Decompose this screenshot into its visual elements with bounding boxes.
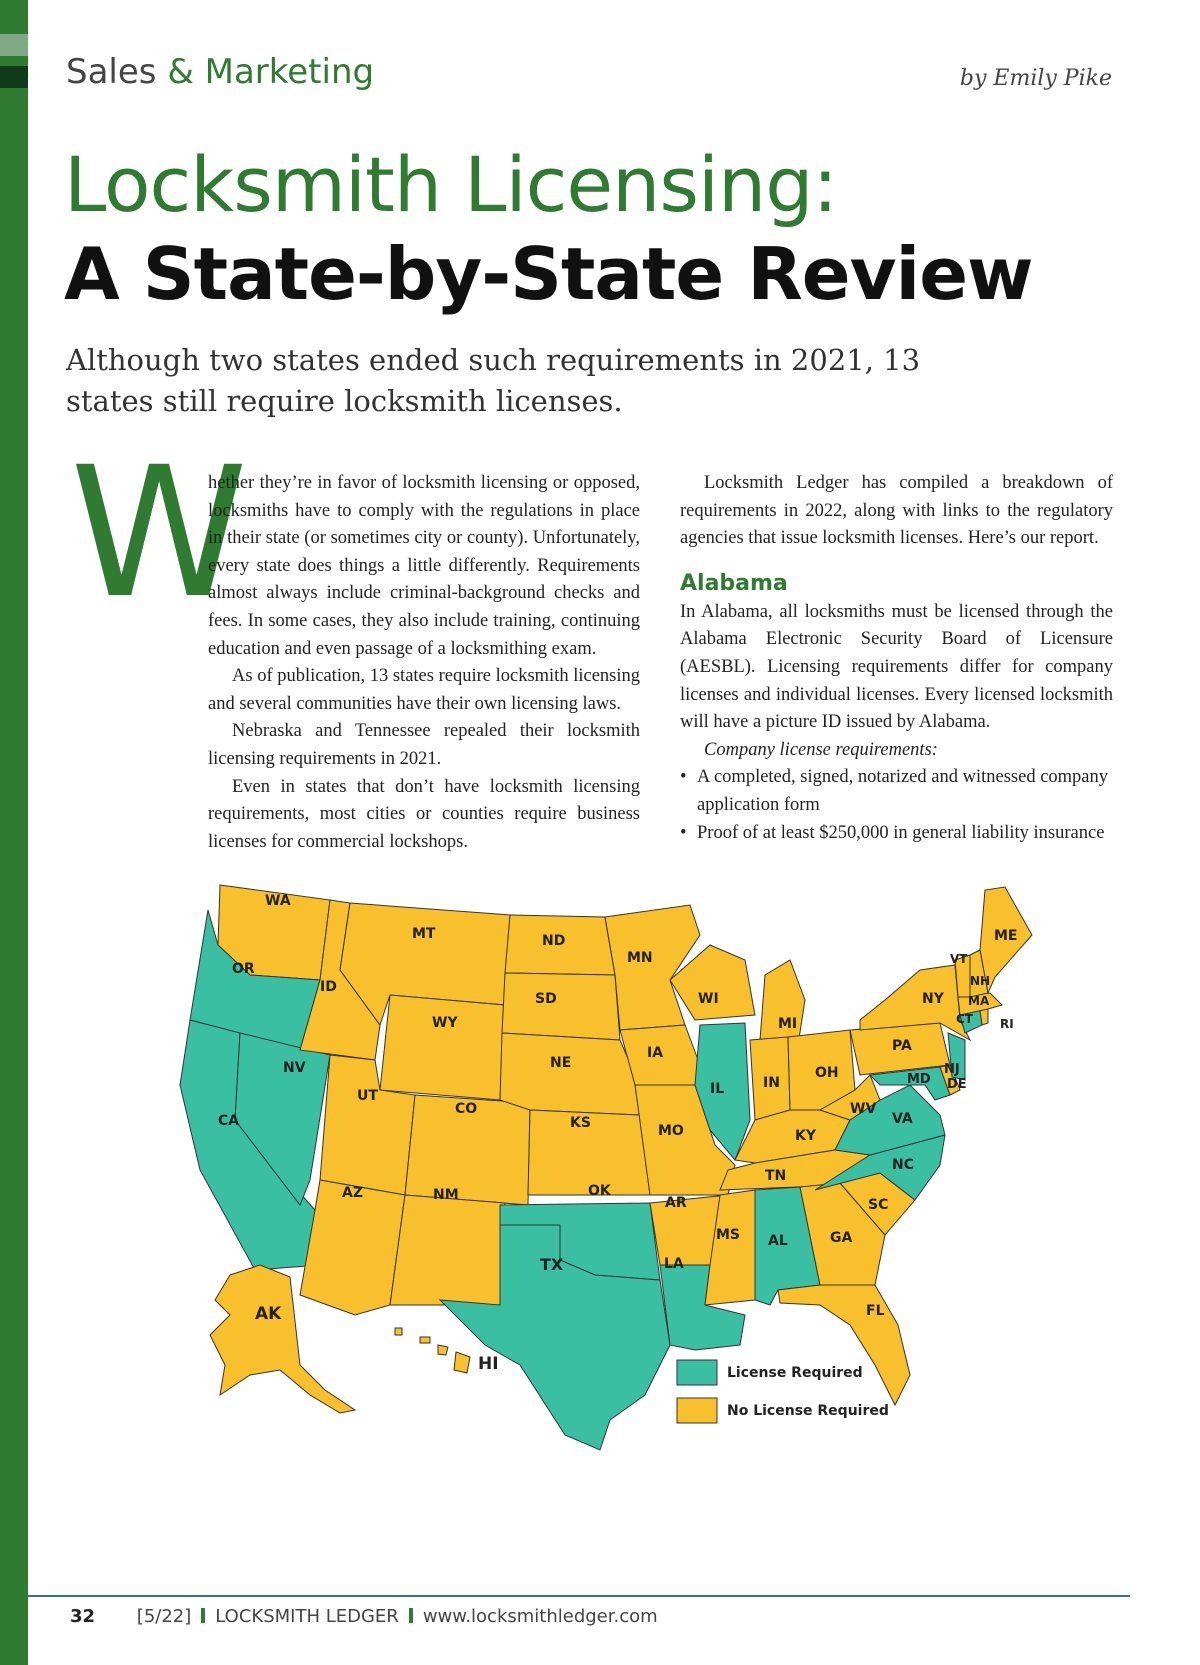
paragraph: As of publication, 13 states require locksmith licensing and several communities have their own licensing laws. [208,666,640,714]
state-label-IN: IN [763,1075,780,1091]
footer-separator [201,1608,205,1623]
map-legend [677,1360,889,1423]
state-label-MO: MO [658,1123,684,1139]
section-label-marketing: & Marketing [167,52,375,92]
state-label-DE: DE [947,1077,967,1092]
paragraph: hether they’re in favor of locksmith licensing or opposed, locksmiths have to comply with the regulations in place in their state (or sometimes city or county). Unfortunately, every state does things a little differently. Requirements almost always include criminal-background checks and fees. In some cases, they also include training, continuing education and even passage of a locksmithing exam. [208,473,640,659]
state-label-ND: ND [542,933,566,949]
title-line-1: Locksmith Licensing: [64,140,838,229]
state-label-RI: RI [1000,1017,1014,1031]
state-label-NV: NV [283,1060,306,1076]
state-label-WV: WV [850,1101,877,1117]
state-label-MN: MN [627,950,653,966]
state-HI [395,1328,470,1373]
state-label-CA: CA [218,1113,240,1129]
state-label-KY: KY [795,1128,816,1144]
state-label-ME: ME [994,928,1018,944]
state-label-NC: NC [892,1157,914,1173]
state-label-GA: GA [830,1230,853,1246]
state-NE [500,1033,640,1115]
state-FL [778,1285,910,1405]
paragraph: Locksmith Ledger has compiled a breakdown of requirements in 2022, along with links to the regulatory agencies that issue locksmith licenses. Here’s our report. [680,473,1113,549]
page-footer [70,1606,658,1627]
state-label-WA: WA [265,893,291,909]
state-label-PA: PA [892,1038,912,1054]
state-label-CT: CT [956,1012,973,1026]
state-label-AK: AK [255,1304,282,1324]
article-column-2 [680,470,1113,847]
side-tab-dark [0,66,28,88]
state-label-LA: LA [664,1256,684,1272]
state-NM [390,1195,505,1305]
drop-cap: W [70,429,248,638]
state-label-MA: MA [968,994,990,1008]
state-label-ID: ID [320,979,337,995]
state-label-IA: IA [647,1045,664,1061]
legend-swatch-licensed [677,1360,717,1385]
state-label-NE: NE [550,1055,572,1071]
state-label-NJ: NJ [944,1062,960,1077]
list-item: • A completed, signed, notarized and witnessed company application form [680,764,1113,819]
state-label-AL: AL [768,1233,788,1249]
state-label-SC: SC [868,1197,889,1213]
state-label-NH: NH [970,974,991,988]
us-licensing-map [180,893,1100,1515]
legend-label-licensed: License Required [727,1365,863,1381]
state-label-AZ: AZ [342,1185,363,1201]
state-label-SD: SD [535,991,557,1007]
section-label [66,52,374,92]
side-tab-light [0,34,28,56]
deck-subtitle: Although two states ended such requirements in 2021, 13 states still require locksmith licenses. [66,343,921,418]
state-label-WY: WY [432,1015,458,1031]
paragraph: Nebraska and Tennessee repealed their locksmith licensing requirements in 2021. [208,721,640,769]
state-label-OH: OH [815,1065,839,1081]
requirements-list [680,764,1113,847]
state-label-AR: AR [665,1195,687,1211]
legend-swatch-not-licensed [677,1398,717,1423]
state-label-WI: WI [698,991,719,1007]
state-label-VT: VT [950,952,968,966]
state-label-OK: OK [588,1183,611,1199]
list-subhead: Company license requirements: [704,739,938,760]
article-column-1 [208,470,640,856]
magazine-name: LOCKSMITH LEDGER [215,1606,399,1627]
side-accent-bar [0,0,28,1665]
state-label-VA: VA [892,1111,913,1127]
state-label-MS: MS [716,1227,741,1243]
state-label-MT: MT [412,926,436,942]
state-label-NY: NY [922,991,944,1007]
state-label-OR: OR [232,961,255,977]
issue-date: [5/22] [136,1606,192,1627]
section-label-sales: Sales [66,52,157,92]
state-label-MI: MI [778,1016,798,1032]
list-item: • Proof of at least $250,000 in general liability insurance [680,820,1113,848]
state-label-TX: TX [540,1255,564,1274]
state-label-CO: CO [455,1101,478,1117]
state-label-IL: IL [710,1081,725,1097]
state-label-KS: KS [570,1115,591,1131]
state-label-UT: UT [357,1088,378,1104]
state-MI [760,960,805,1045]
state-label-MD: MD [907,1072,931,1087]
paragraph: In Alabama, all locksmiths must be licensed through the Alabama Electronic Security Board of Licensure (AESBL). Licensing requirements differ for company licenses and individual licenses. Every licensed locksmith will have a picture ID issued by Alabama. [680,601,1113,733]
paragraph: Even in states that don’t have locksmith licensing requirements, most cities or counties require business licenses for commercial lockshops. [208,776,640,852]
state-label-FL: FL [866,1303,885,1319]
subsection-heading: Alabama [680,570,788,596]
state-WY [380,995,505,1100]
state-SD [502,973,620,1040]
state-RI [980,1009,988,1025]
footer-rule [28,1595,1130,1597]
state-label-TN: TN [765,1168,787,1184]
title-line-2: A State-by-State Review [64,232,1033,316]
legend-label-not-licensed: No License Required [727,1403,889,1419]
state-label-NM: NM [433,1187,459,1203]
page-number: 32 [70,1606,96,1627]
byline: by Emily Pike [959,66,1112,91]
state-label-HI: HI [478,1354,499,1374]
footer-separator [409,1608,413,1623]
magazine-url: www.locksmithledger.com [422,1606,658,1627]
